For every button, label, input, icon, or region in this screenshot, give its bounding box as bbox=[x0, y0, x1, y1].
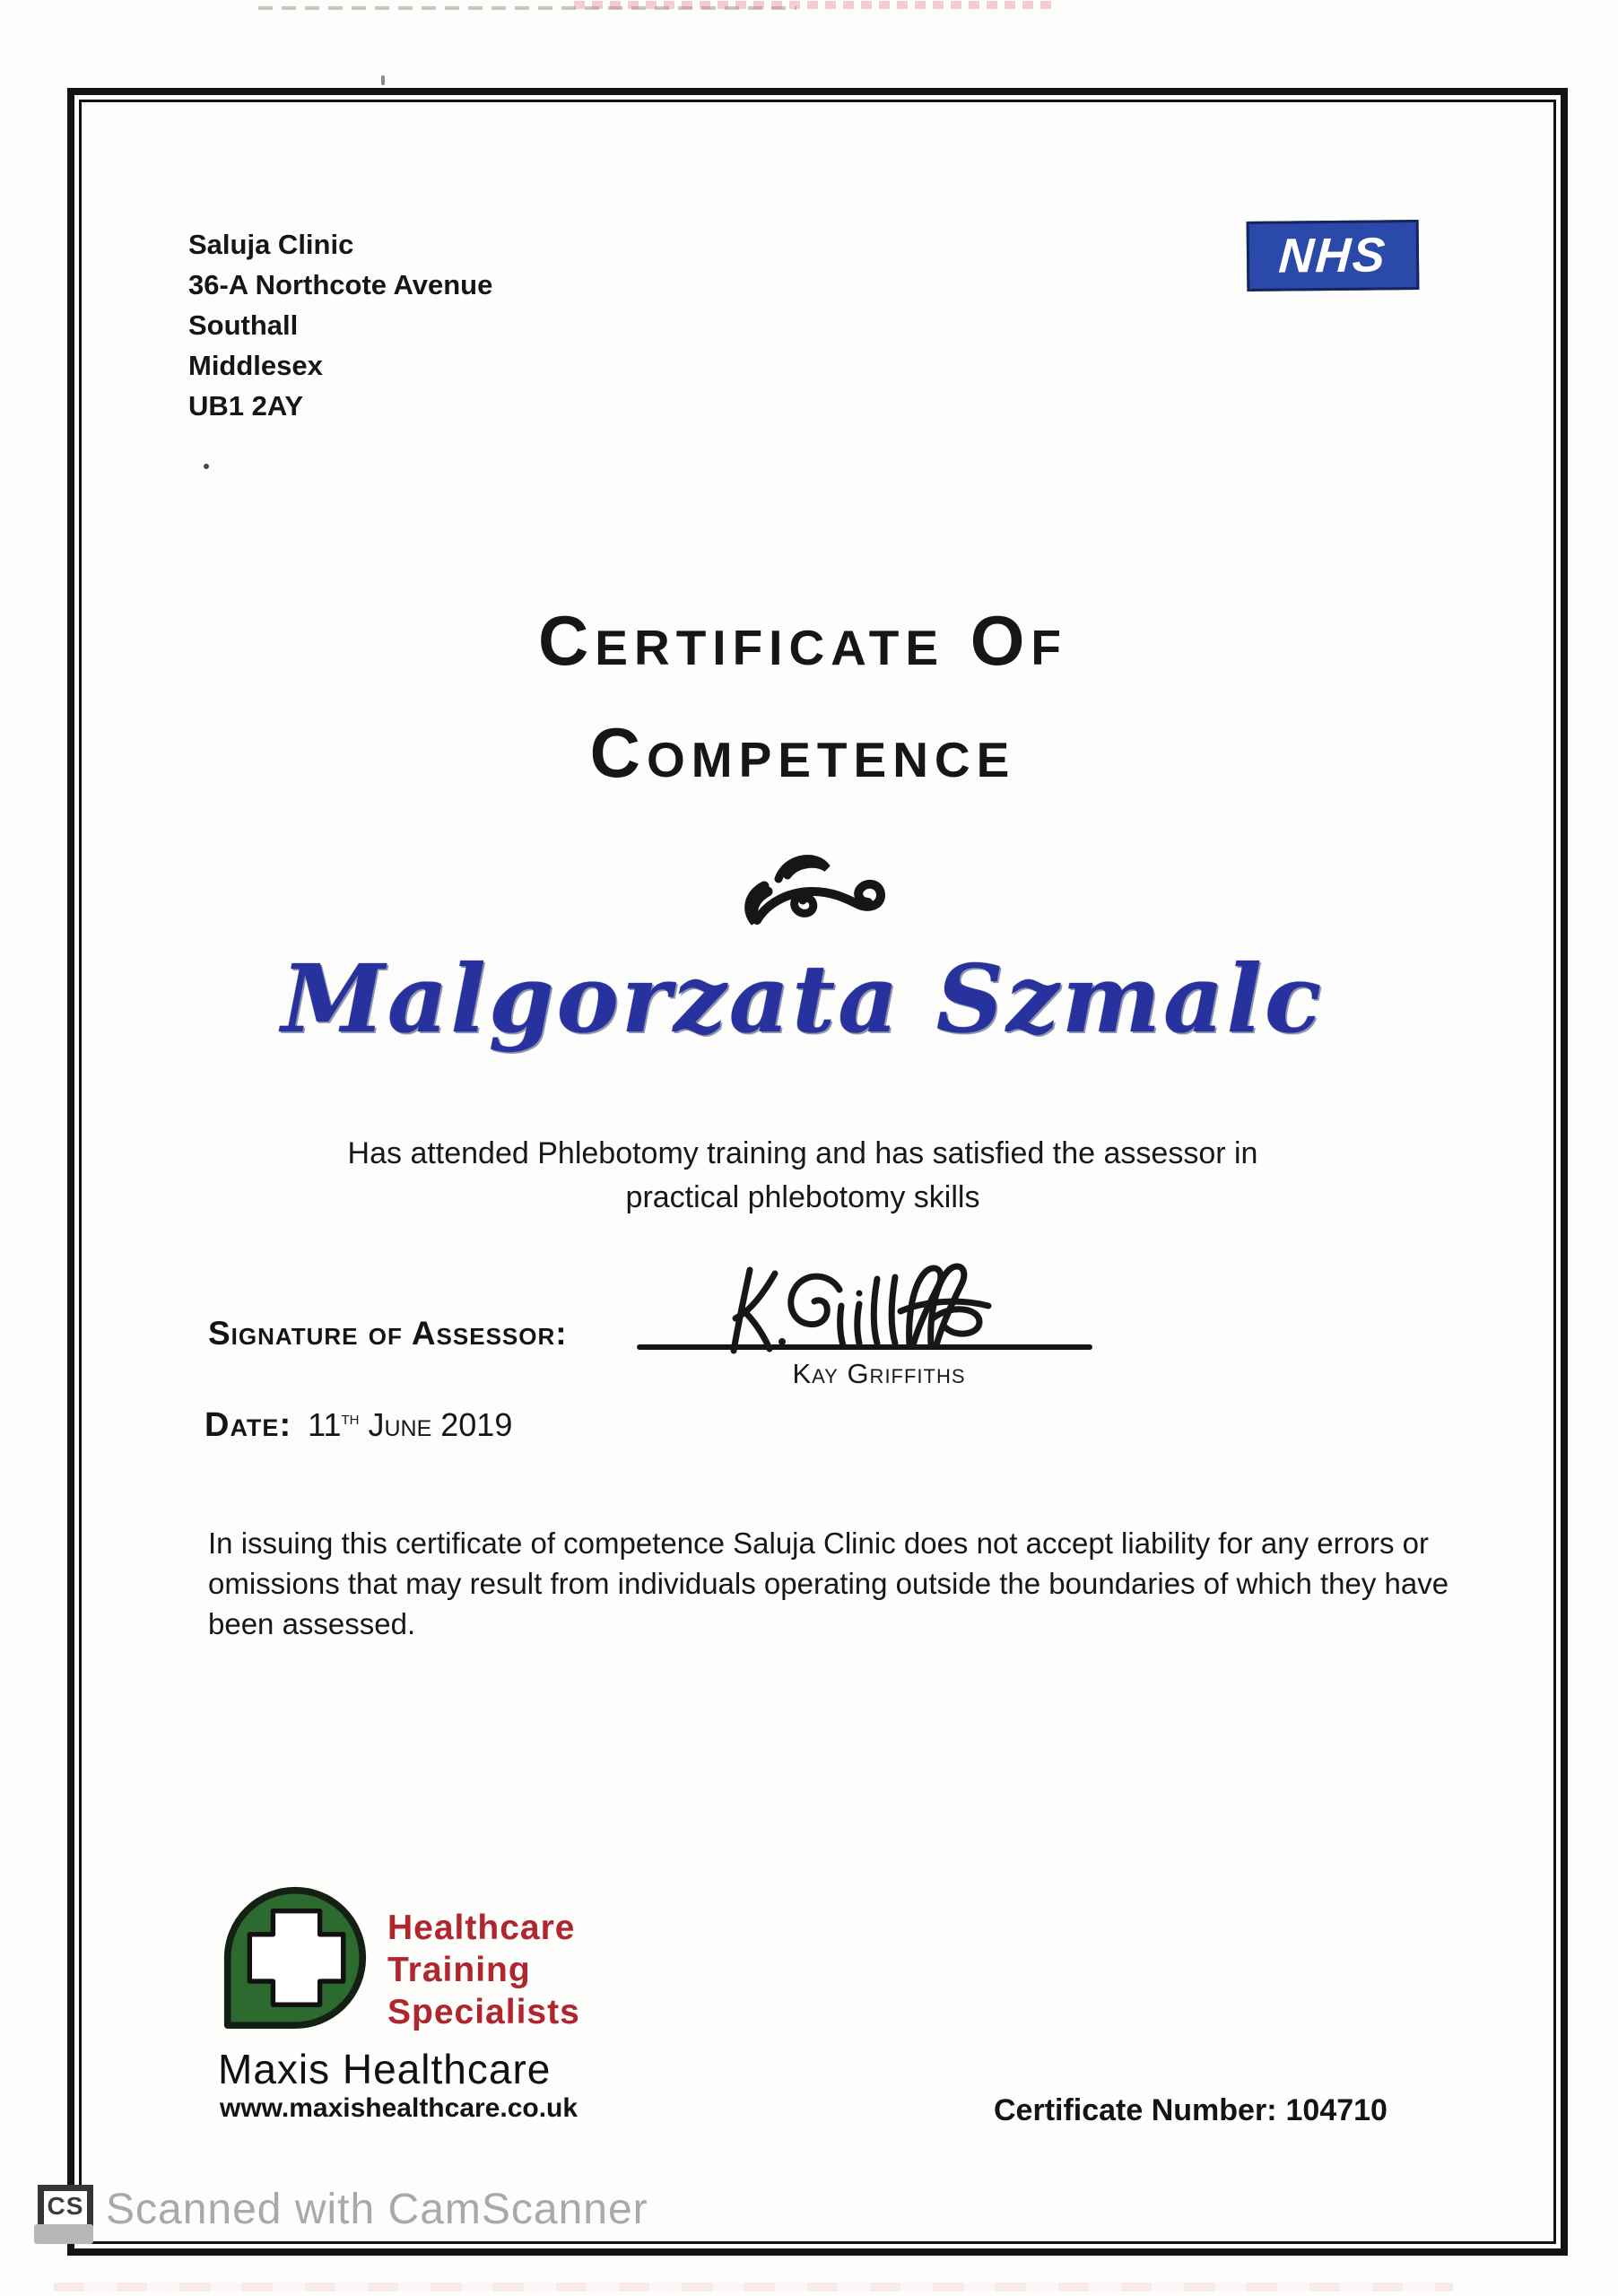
date-value bbox=[308, 1406, 512, 1443]
issuer-name: Maxis Healthcare bbox=[218, 2046, 552, 2092]
assessor-signature-image bbox=[725, 1257, 1003, 1361]
camscanner-watermark-text: Scanned with CamScanner bbox=[106, 2186, 648, 2233]
assessor-name: Kay Griffiths bbox=[792, 1358, 966, 1389]
scan-artifact-bottom bbox=[54, 2283, 1453, 2292]
camscanner-icon-text: CS bbox=[47, 2192, 84, 2220]
camscanner-icon bbox=[38, 2185, 93, 2237]
certificate-title bbox=[54, 585, 1552, 809]
statement-text bbox=[54, 1132, 1552, 1220]
tagline-line: Specialists bbox=[387, 1993, 580, 2031]
certificate-number-value: 104710 bbox=[1285, 2093, 1387, 2127]
recipient-name: Malgorzata Szmalc bbox=[281, 944, 1325, 1054]
date-day: 11 bbox=[308, 1406, 342, 1443]
tagline-line: Training bbox=[387, 1951, 531, 1989]
address-line: Middlesex bbox=[188, 350, 323, 381]
scan-artifact-top-pink bbox=[574, 1, 1058, 9]
disclaimer-text: In issuing this certificate of competence Saluja Clinic does not accept liability for any errors or omissions that may result from individuals operating outside the boundaries of which they have been assessed. bbox=[208, 1526, 1449, 1640]
issuer-website: www.maxishealthcare.co.uk bbox=[220, 2093, 578, 2123]
nhs-logo bbox=[1247, 220, 1420, 291]
scan-speck bbox=[381, 75, 385, 85]
address-line: UB1 2AY bbox=[188, 390, 304, 422]
title-line-1: Certificate Of bbox=[537, 601, 1068, 680]
statement-line-1: Has attended Phlebotomy training and has satisfied the assessor in bbox=[347, 1136, 1258, 1170]
issuer-tagline bbox=[387, 1907, 580, 2033]
clinic-name: Saluja Clinic bbox=[188, 229, 354, 260]
address-line: Southall bbox=[188, 309, 299, 341]
tagline-line: Healthcare bbox=[387, 1909, 576, 1947]
green-cross-icon bbox=[218, 1883, 372, 2038]
date-ordinal: th bbox=[341, 1406, 360, 1429]
title-line-2: Competence bbox=[589, 713, 1016, 792]
date-row bbox=[204, 1406, 512, 1445]
date-label: Date: bbox=[204, 1406, 292, 1444]
date-year: 2019 bbox=[440, 1406, 513, 1443]
certificate-number-label: Certificate Number: bbox=[994, 2093, 1277, 2127]
address-line: 36-A Northcote Avenue bbox=[188, 269, 493, 300]
nhs-logo-text: NHS bbox=[1277, 228, 1388, 283]
camscanner-icon-tab bbox=[34, 2224, 93, 2244]
date-month: June bbox=[368, 1406, 432, 1443]
certificate-number-row bbox=[994, 2093, 1387, 2128]
statement-line-2: practical phlebotomy skills bbox=[625, 1180, 980, 1214]
clinic-address-block bbox=[188, 224, 492, 426]
signature-label: Signature of Assessor: bbox=[208, 1315, 568, 1352]
flourish-ornament-icon bbox=[737, 848, 890, 934]
